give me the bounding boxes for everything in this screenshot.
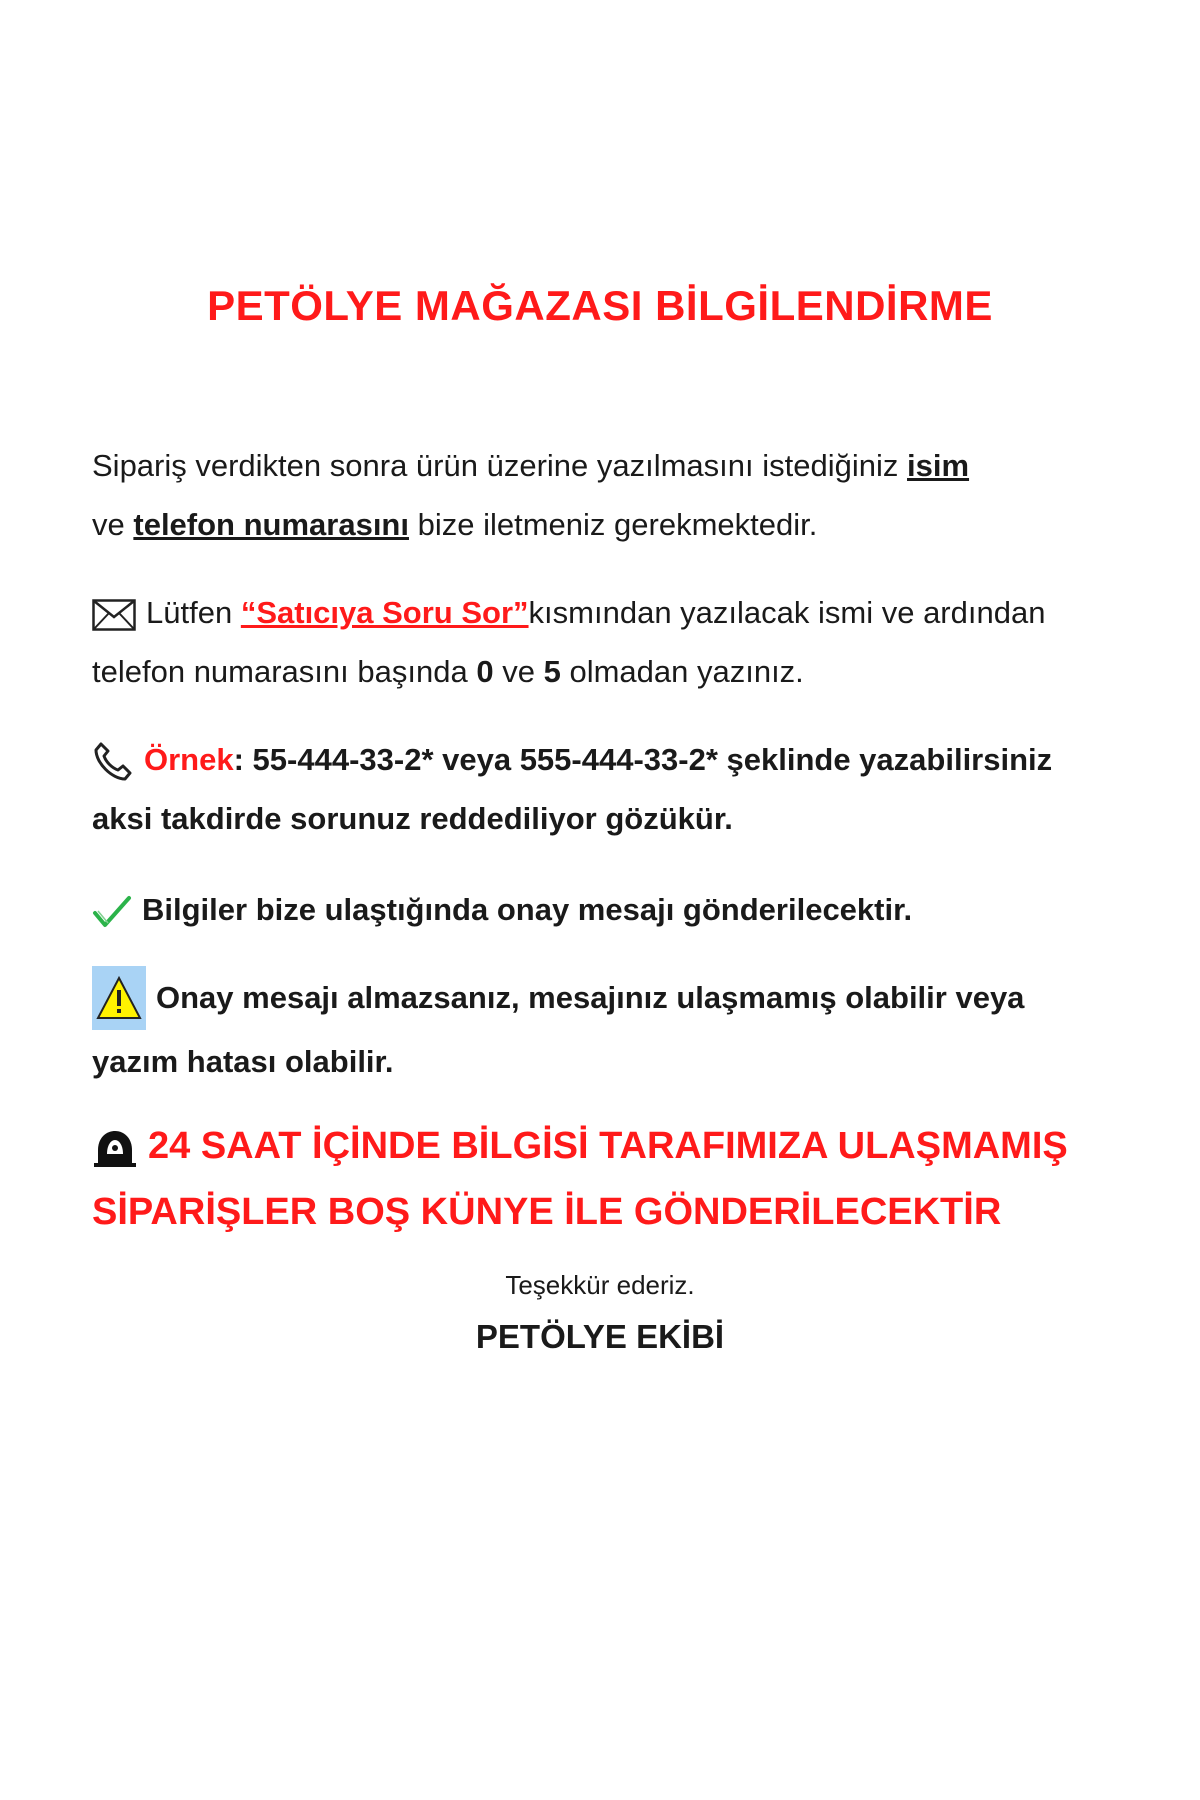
paragraph-example [92, 730, 1102, 848]
paragraph-warning [92, 968, 1102, 1091]
p2-text-1: Lütfen [146, 595, 233, 630]
envelope-icon [92, 599, 136, 631]
phone-icon [92, 741, 134, 783]
p1-text-2: ve [92, 507, 125, 542]
deadline-text: 24 SAAT İÇİNDE BİLGİSİ TARAFIMIZA ULAŞMAMIŞ SİPARİŞLER BOŞ KÜNYE İLE GÖNDERİLECEKTİR [92, 1125, 1068, 1233]
paragraph-confirmation [92, 880, 1102, 939]
p1-text-1: Sipariş verdikten sonra ürün üzerine yazılmasını istediğiniz [92, 448, 899, 483]
page-title: PETÖLYE MAĞAZASI BİLGİLENDİRME [207, 282, 993, 329]
paragraph-ask-seller [92, 583, 1102, 701]
p2-text-2: kısmından yazılacak ismi ve ardından telefon numarasını başında [92, 595, 1046, 689]
p1-keyword-name: isim [907, 448, 970, 483]
checkmark-icon [92, 895, 132, 929]
example-label: Örnek [144, 742, 234, 777]
p2-text-4: olmadan yazınız. [569, 654, 804, 689]
warning-icon [92, 966, 146, 1030]
team-signature: PETÖLYE EKİBİ [475, 1318, 725, 1355]
p1-keyword-phone: telefon numarasını [133, 507, 409, 542]
p2-text-3: ve [502, 654, 535, 689]
p2-digit-0: 0 [476, 654, 494, 689]
warning-text: Onay mesajı almazsanız, mesajınız ulaşmamış olabilir veya yazım hatası olabilir. [92, 980, 1025, 1079]
example-text: : 55-444-33-2* veya 555-444-33-2* şeklinde yazabilirsiniz aksi takdirde sorunuz reddediliyor gözükür. [92, 742, 1053, 836]
paragraph-name-phone [92, 436, 1102, 554]
confirmation-text: Bilgiler bize ulaştığında onay mesajı gönderilecektir. [142, 892, 913, 927]
ask-seller-link[interactable]: “Satıcıya Soru Sor” [240, 595, 529, 630]
p1-text-3: bize iletmeniz gerekmektedir. [417, 507, 818, 542]
thanks-text: Teşekkür ederiz. [505, 1270, 695, 1300]
p2-digit-5: 5 [543, 654, 561, 689]
alarm-icon [92, 1128, 138, 1168]
paragraph-deadline [92, 1113, 1102, 1245]
